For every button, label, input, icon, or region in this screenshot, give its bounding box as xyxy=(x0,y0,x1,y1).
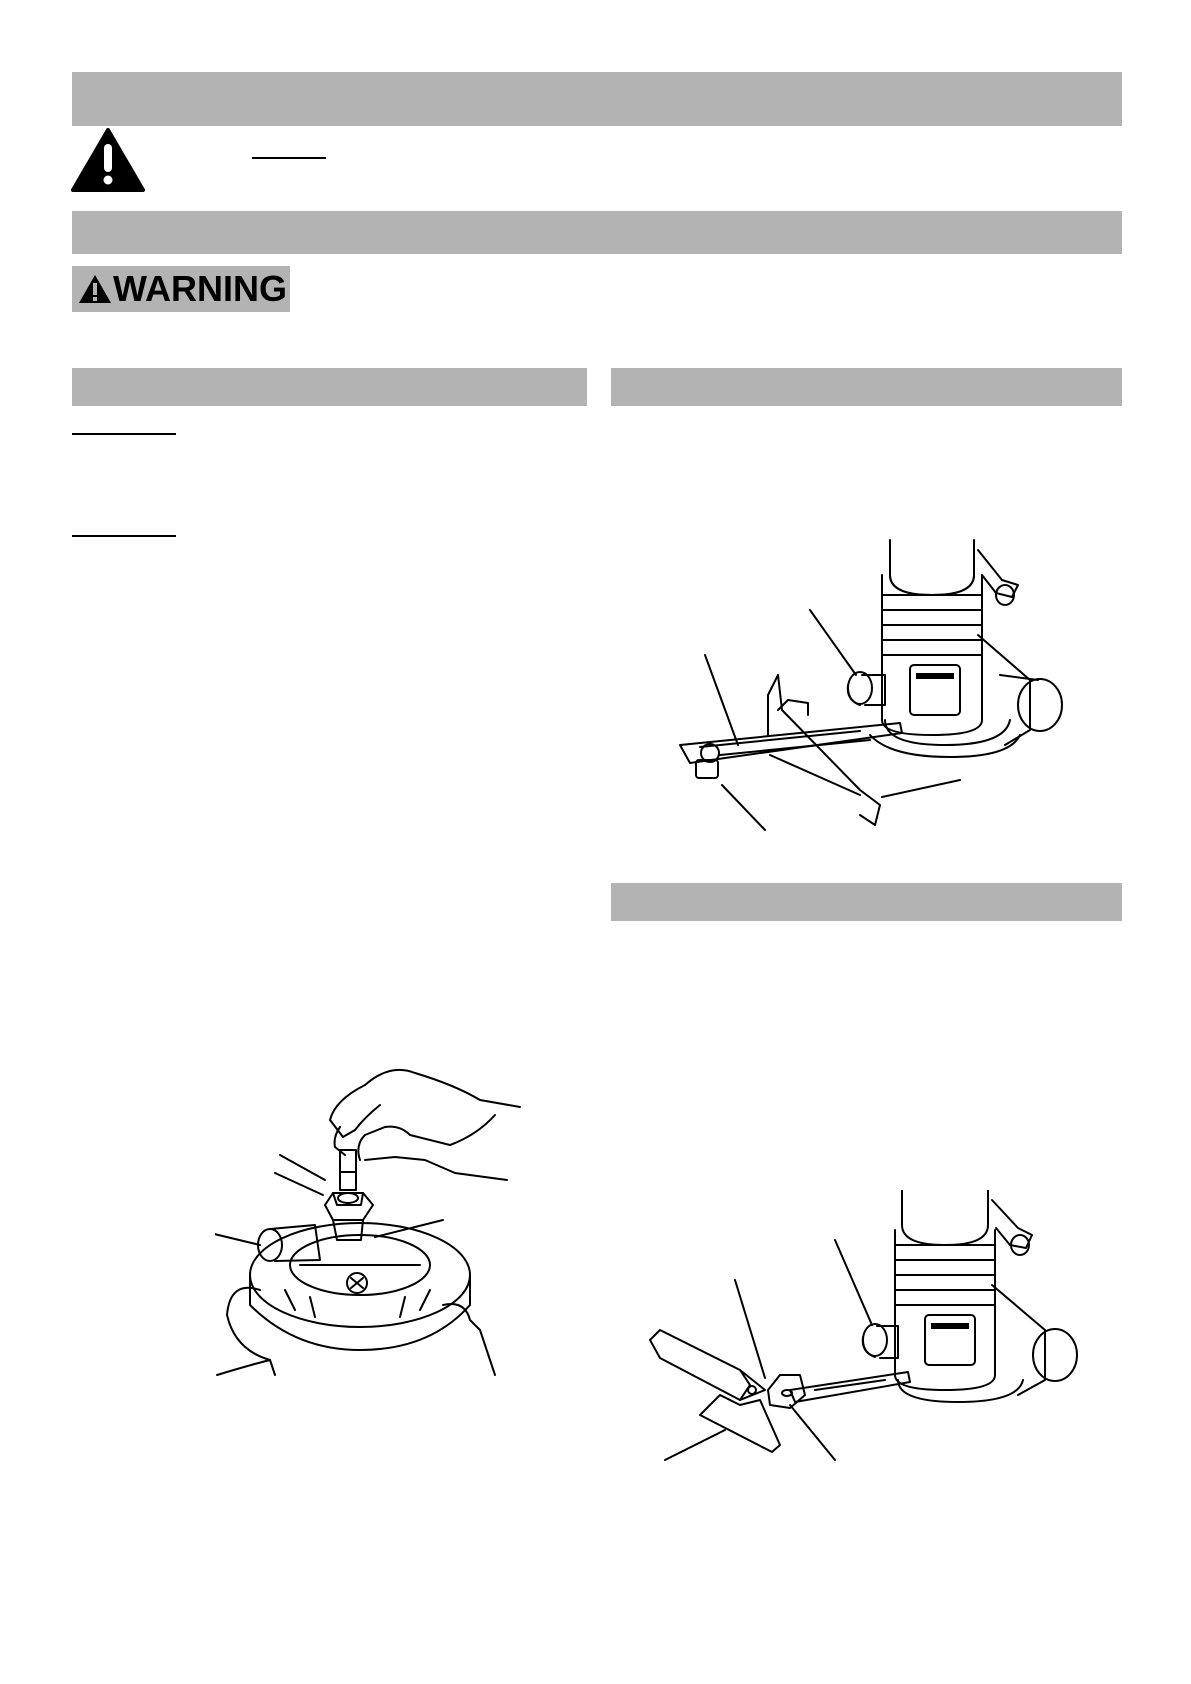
underline-rule xyxy=(252,157,326,159)
caution-triangle-icon xyxy=(71,127,145,193)
section-bar-right-top xyxy=(611,368,1122,406)
warning-badge xyxy=(72,266,290,312)
section-bar-wide xyxy=(72,211,1122,254)
warning-triangle-icon xyxy=(78,273,112,305)
section-bar-right-bottom xyxy=(611,883,1122,921)
underline-rule xyxy=(72,433,176,435)
warning-label: WARNING xyxy=(113,268,287,309)
figure-edge-guide-attachment xyxy=(660,535,1080,835)
section-bar-left xyxy=(72,368,587,406)
top-header-bar xyxy=(72,72,1122,126)
figure-circle-guide-attachment xyxy=(640,1190,1090,1470)
underline-rule xyxy=(72,535,176,537)
figure-bit-installation-wrenches xyxy=(215,1065,535,1380)
